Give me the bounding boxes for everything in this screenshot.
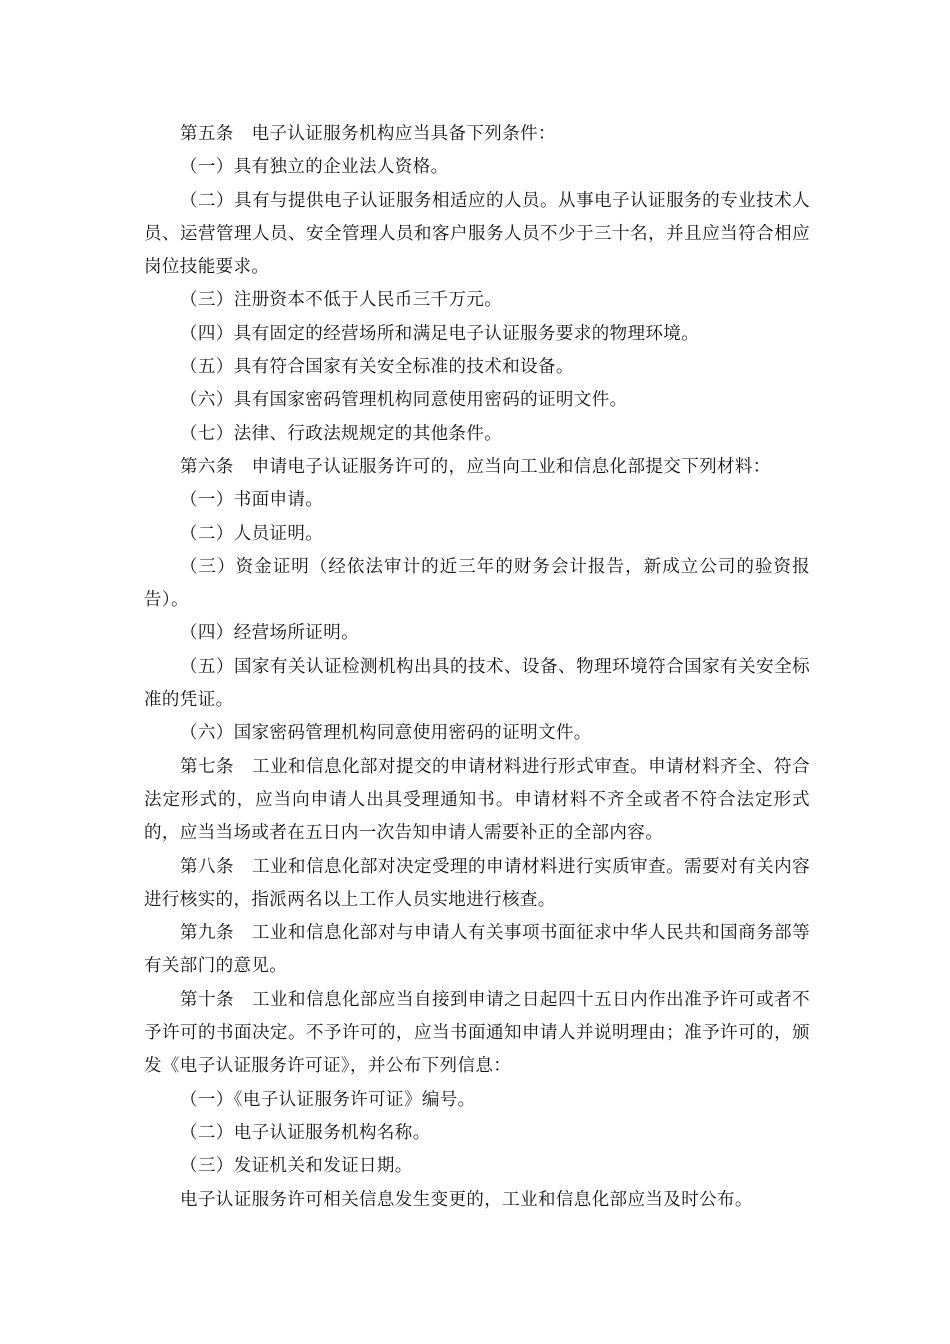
article-10-item-1: （一）《电子认证服务许可证》编号。	[180, 1089, 476, 1110]
article-6-item-2: （二）人员证明。	[180, 523, 324, 544]
article-8-paragraph: 第八条 工业和信息化部对决定受理的申请材料进行实质审查。需要对有关内容进行核实的，指派两名以上工作人员实地进行核查。	[144, 856, 810, 910]
article-6-item-5: （五）国家有关认证检测机构出具的技术、设备、物理环境符合国家有关安全标准的凭证。	[144, 656, 810, 711]
article-5-item-7: （七）法律、行政法规规定的其他条件。	[180, 423, 503, 444]
article-7-paragraph: 第七条 工业和信息化部对提交的申请材料进行形式审查。申请材料齐全、符合法定形式的，应当向申请人出具受理通知书。申请材料不齐全或者不符合法定形式的，应当当场或者在五日内一次告知申请人需要补正的全部内容。	[144, 756, 810, 844]
article-6-item-4: （四）经营场所证明。	[180, 623, 359, 644]
closing-paragraph: 电子认证服务许可相关信息发生变更的，工业和信息化部应当及时公布。	[180, 1189, 753, 1210]
article-6-heading: 第六条 申请电子认证服务许可的，应当向工业和信息化部提交下列材料：	[180, 456, 771, 477]
article-5-item-5: （五）具有符合国家有关安全标准的技术和设备。	[180, 357, 574, 378]
article-5-item-6: （六）具有国家密码管理机构同意使用密码的证明文件。	[180, 390, 628, 411]
article-9-paragraph: 第九条 工业和信息化部对与申请人有关事项书面征求中华人民共和国商务部等有关部门的意见。	[144, 923, 810, 977]
article-10-item-3: （三）发证机关和发证日期。	[180, 1156, 413, 1177]
article-10-item-2: （二）电子认证服务机构名称。	[180, 1122, 431, 1143]
article-5-item-1: （一）具有独立的企业法人资格。	[180, 157, 449, 178]
article-5-heading: 第五条 电子认证服务机构应当具备下列条件：	[180, 124, 556, 144]
document-body	[144, 118, 810, 1217]
article-10-paragraph: 第十条 工业和信息化部应当自接到申请之日起四十五日内作出准予许可或者不予许可的书面决定。不予许可的，应当书面通知申请人并说明理由；准予许可的，颁发《电子认证服务许可证》，并公布下列信息：	[144, 989, 810, 1077]
article-5-item-3: （三）注册资本不低于人民币三千万元。	[180, 290, 503, 311]
article-6-item-6: （六）国家密码管理机构同意使用密码的证明文件。	[180, 723, 592, 744]
article-6-item-3: （三）资金证明（经依法审计的近三年的财务会计报告，新成立公司的验资报告）。	[144, 556, 810, 611]
article-6-item-1: （一）书面申请。	[180, 490, 324, 511]
article-5-item-2: （二）具有与提供电子认证服务相适应的人员。从事电子认证服务的专业技术人员、运营管理人员、安全管理人员和客户服务人员不少于三十名，并且应当符合相应岗位技能要求。	[144, 190, 810, 278]
article-5-item-4: （四）具有固定的经营场所和满足电子认证服务要求的物理环境。	[180, 323, 700, 344]
